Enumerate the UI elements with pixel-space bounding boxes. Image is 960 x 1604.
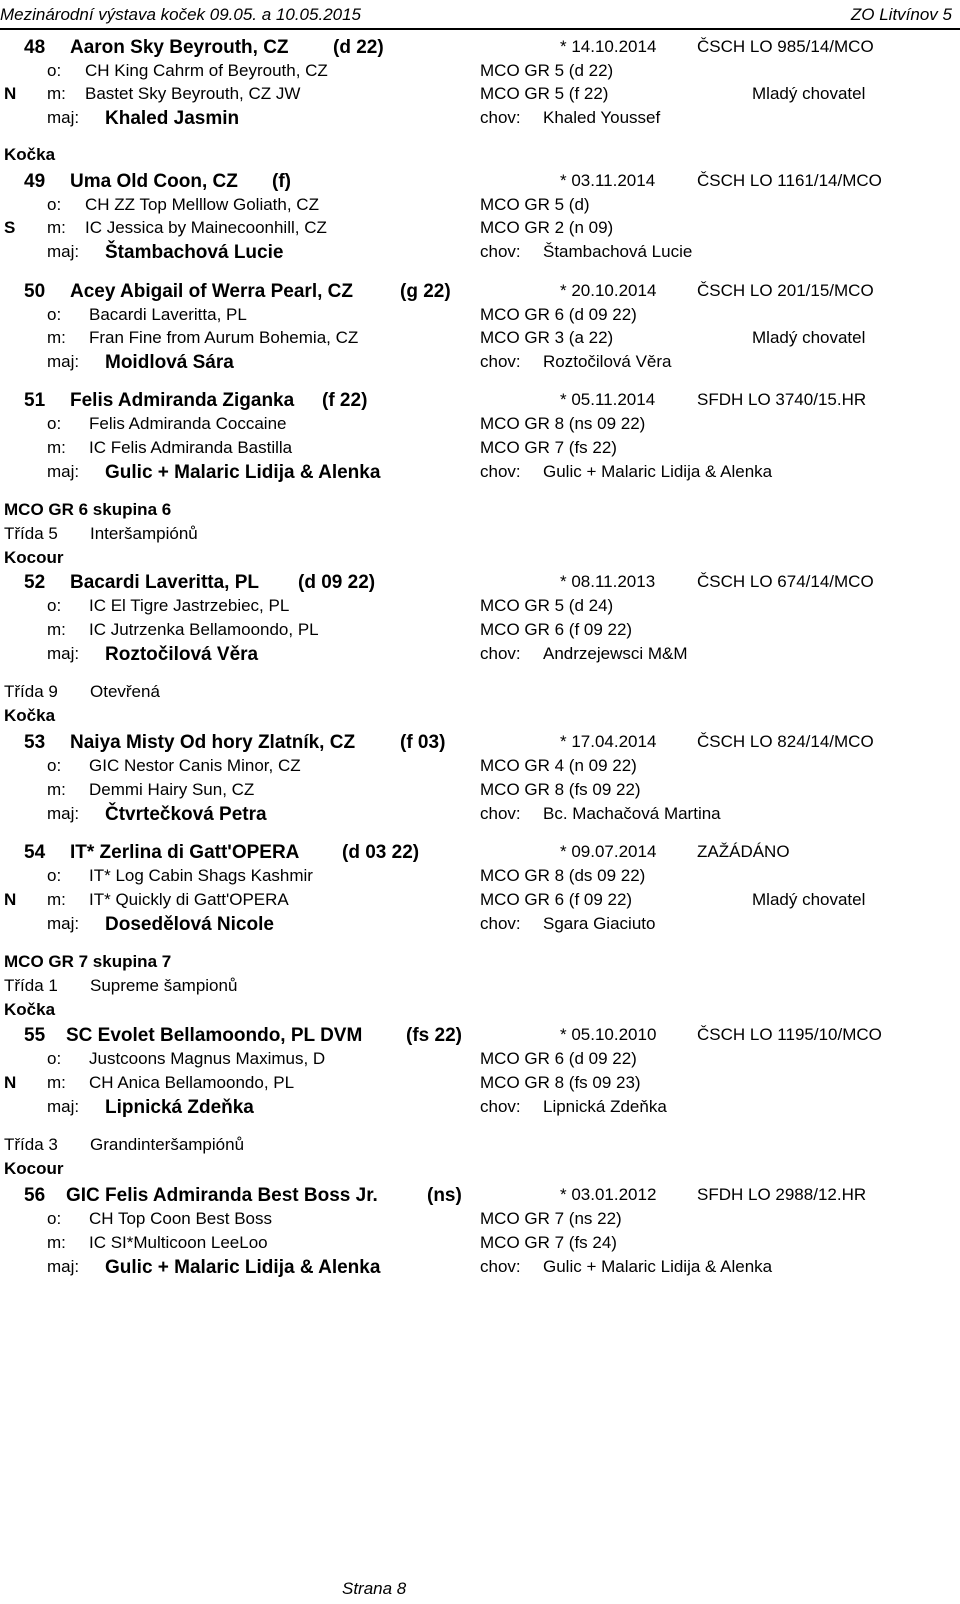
father-breed: MCO GR 8 (ds 09 22) [480,866,646,885]
father-label: o: [47,305,62,324]
mother-name: IC SI*Multicoon LeeLoo [89,1233,268,1252]
entry-name: Acey Abigail of Werra Pearl, CZ [70,281,353,302]
owner-name: Dosedělová Nicole [105,914,274,935]
mother-breed: MCO GR 5 (f 22) [480,84,609,103]
entry-name: Uma Old Coon, CZ [70,171,238,192]
class-label: Třída 3 [4,1135,58,1154]
father-breed: MCO GR 6 (d 09 22) [480,305,637,324]
father-name: CH King Cahrm of Beyrouth, CZ [85,61,328,80]
breeder-name: Štambachová Lucie [543,242,693,261]
entry-birth: * 09.07.2014 [560,842,657,861]
entry-name: Felis Admiranda Ziganka [70,390,295,411]
owner-name: Gulic + Malaric Lidija & Alenka [105,462,381,483]
breeder-label: chov: [480,914,521,933]
mother-breed: MCO GR 7 (fs 22) [480,438,617,457]
owner-label: maj: [47,804,80,823]
entry-registration: ČSCH LO 1195/10/MCO [697,1025,882,1044]
entry-name: SC Evolet Bellamoondo, PL DVM [66,1025,363,1046]
breeder-label: chov: [480,1257,521,1276]
breeder-label: chov: [480,462,521,481]
father-label: o: [47,1209,62,1228]
breeder-name: Lipnická Zdeňka [543,1097,667,1116]
mother-label: m: [47,1233,66,1252]
owner-name: Gulic + Malaric Lidija & Alenka [105,1257,381,1278]
mother-name: IT* Quickly di Gatt'OPERA [89,890,289,909]
entry-birth: * 05.10.2010 [560,1025,657,1044]
breeder-name: Gulic + Malaric Lidija & Alenka [543,1257,773,1276]
entry-birth: * 05.11.2014 [560,390,656,409]
breeder-name: Roztočilová Věra [543,352,672,371]
entry-name: Naiya Misty Od hory Zlatník, CZ [70,732,356,753]
entry-name: GIC Felis Admiranda Best Boss Jr. [66,1185,378,1206]
entry-registration: SFDH LO 3740/15.HR [697,390,867,409]
father-breed: MCO GR 6 (d 09 22) [480,1049,637,1068]
entry-birth: * 17.04.2014 [560,732,657,751]
father-name: IT* Log Cabin Shags Kashmir [89,866,313,885]
entry-class: (d 03 22) [342,842,420,863]
young-breeder: Mladý chovatel [752,890,866,909]
entry-class: (d 22) [333,37,384,58]
owner-label: maj: [47,352,80,371]
father-breed: MCO GR 5 (d 22) [480,61,614,80]
entry-number: 49 [24,171,46,192]
owner-label: maj: [47,242,80,261]
father-name: Bacardi Laveritta, PL [89,305,247,324]
owner-name: Štambachová Lucie [105,242,284,263]
header-rule [0,28,960,30]
sex-heading: Kocour [4,548,64,567]
breeder-label: chov: [480,804,521,823]
entry-registration: ČSCH LO 201/15/MCO [697,281,874,300]
mother-label: m: [47,780,66,799]
mother-breed: MCO GR 3 (a 22) [480,328,614,347]
father-breed: MCO GR 5 (d 24) [480,596,614,615]
entry-class: (f 03) [400,732,446,753]
mother-name: IC Jessica by Mainecoonhill, CZ [85,218,327,237]
father-label: o: [47,866,62,885]
father-label: o: [47,596,62,615]
owner-label: maj: [47,108,80,127]
class-label: Třída 9 [4,682,58,701]
mother-breed: MCO GR 2 (n 09) [480,218,614,237]
owner-name: Čtvrtečková Petra [105,804,267,825]
mother-name: Bastet Sky Beyrouth, CZ JW [85,84,301,103]
class-name: Otevřená [90,682,160,701]
breeder-label: chov: [480,1097,521,1116]
father-name: Justcoons Magnus Maximus, D [89,1049,326,1068]
breeder-name: Gulic + Malaric Lidija & Alenka [543,462,773,481]
father-breed: MCO GR 7 (ns 22) [480,1209,622,1228]
entry-class: (fs 22) [406,1025,462,1046]
mother-name: IC Felis Admiranda Bastilla [89,438,293,457]
father-label: o: [47,1049,62,1068]
class-label: Třída 5 [4,524,58,543]
group-heading: MCO GR 7 skupina 7 [4,952,172,971]
owner-label: maj: [47,644,80,663]
novice-mark: N [4,84,17,103]
father-label: o: [47,756,62,775]
mother-name: IC Jutrzenka Bellamoondo, PL [89,620,319,639]
header-left: Mezinárodní výstava koček 09.05. a 10.05.2015 [0,5,362,24]
father-label: o: [47,414,62,433]
breeder-label: chov: [480,108,521,127]
father-breed: MCO GR 8 (ns 09 22) [480,414,646,433]
entry-birth: * 20.10.2014 [560,281,657,300]
entry-class: (d 09 22) [298,572,376,593]
entry-registration: SFDH LO 2988/12.HR [697,1185,867,1204]
breeder-label: chov: [480,242,521,261]
entry-registration: ZAŽÁDÁNO [697,842,790,861]
entry-number: 52 [24,572,46,593]
entry-class: (g 22) [400,281,451,302]
entry-registration: ČSCH LO 985/14/MCO [697,37,874,56]
father-breed: MCO GR 4 (n 09 22) [480,756,637,775]
novice-mark: N [4,1073,17,1092]
entry-name: Bacardi Laveritta, PL [70,572,260,593]
father-name: CH Top Coon Best Boss [89,1209,272,1228]
owner-label: maj: [47,914,80,933]
entry-class: (f 22) [322,390,368,411]
header-right: ZO Litvínov 5 [850,5,952,24]
class-name: Supreme šampionů [90,976,238,995]
owner-name: Moidlová Sára [105,352,234,373]
entry-registration: ČSCH LO 674/14/MCO [697,572,874,591]
class-name: Interšampiónů [90,524,198,543]
owner-name: Khaled Jasmin [105,108,240,129]
owner-name: Lipnická Zdeňka [105,1097,254,1118]
father-name: Felis Admiranda Coccaine [89,414,287,433]
entry-number: 51 [24,390,46,411]
entry-class: (ns) [427,1185,462,1206]
breeder-name: Andrzejewsci M&M [543,644,688,663]
father-name: CH ZZ Top Melllow Goliath, CZ [85,195,319,214]
father-name: IC El Tigre Jastrzebiec, PL [89,596,290,615]
entry-birth: * 14.10.2014 [560,37,657,56]
class-label: Třída 1 [4,976,58,995]
mother-name: CH Anica Bellamoondo, PL [89,1073,295,1092]
mother-breed: MCO GR 6 (f 09 22) [480,620,633,639]
father-name: GIC Nestor Canis Minor, CZ [89,756,301,775]
entry-number: 55 [24,1025,46,1046]
mother-label: m: [47,620,66,639]
entry-number: 48 [24,37,46,58]
mother-breed: MCO GR 7 (fs 24) [480,1233,617,1252]
breeder-name: Sgara Giaciuto [543,914,656,933]
owner-label: maj: [47,462,80,481]
mother-label: m: [47,218,66,237]
entry-number: 53 [24,732,46,753]
mother-breed: MCO GR 8 (fs 09 23) [480,1073,641,1092]
entry-class: (f) [272,171,291,192]
mother-label: m: [47,328,66,347]
mother-breed: MCO GR 8 (fs 09 22) [480,780,641,799]
mother-label: m: [47,84,66,103]
sex-heading: Kočka [4,145,56,164]
father-breed: MCO GR 5 (d) [480,195,590,214]
class-name: Grandinteršampiónů [90,1135,245,1154]
mother-label: m: [47,438,66,457]
mother-label: m: [47,1073,66,1092]
mother-name: Demmi Hairy Sun, CZ [89,780,255,799]
owner-name: Roztočilová Věra [105,644,259,665]
entry-name: IT* Zerlina di Gatt'OPERA [70,842,300,863]
entry-birth: * 03.11.2014 [560,171,656,190]
mother-name: Fran Fine from Aurum Bohemia, CZ [89,328,359,347]
novice-mark: N [4,890,17,909]
entry-birth: * 03.01.2012 [560,1185,657,1204]
page-number: Strana 8 [342,1579,407,1598]
entry-number: 50 [24,281,46,302]
entry-name: Aaron Sky Beyrouth, CZ [70,37,289,58]
sex-heading: Kočka [4,706,56,725]
entry-number: 54 [24,842,46,863]
owner-label: maj: [47,1257,80,1276]
mother-label: m: [47,890,66,909]
group-heading: MCO GR 6 skupina 6 [4,500,172,519]
father-label: o: [47,61,62,80]
father-label: o: [47,195,62,214]
breeder-name: Bc. Machačová Martina [543,804,721,823]
mother-breed: MCO GR 6 (f 09 22) [480,890,633,909]
young-breeder: Mladý chovatel [752,84,866,103]
sex-heading: Kocour [4,1159,64,1178]
sex-heading: Kočka [4,1000,56,1019]
status-mark: S [4,218,16,237]
entry-registration: ČSCH LO 824/14/MCO [697,732,874,751]
breeder-name: Khaled Youssef [543,108,661,127]
owner-label: maj: [47,1097,80,1116]
entry-registration: ČSCH LO 1161/14/MCO [697,171,882,190]
young-breeder: Mladý chovatel [752,328,866,347]
entry-birth: * 08.11.2013 [560,572,656,591]
breeder-label: chov: [480,644,521,663]
breeder-label: chov: [480,352,521,371]
entry-number: 56 [24,1185,46,1206]
